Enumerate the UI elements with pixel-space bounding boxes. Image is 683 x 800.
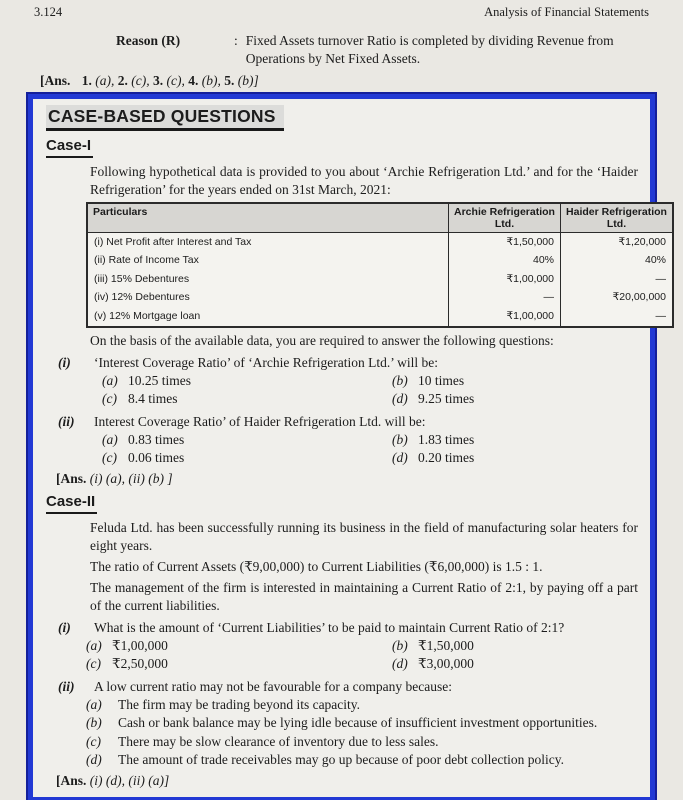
case-1-section	[46, 133, 667, 488]
option-text: The firm may be trading beyond its capacity.	[118, 696, 361, 712]
question-text: ‘Interest Coverage Ratio’ of ‘Archie Refrigeration Ltd.’ will be:	[94, 354, 438, 370]
archie-value: —	[449, 289, 561, 308]
option-label: (b)	[86, 715, 102, 730]
reason-text: Fixed Assets turnover Ratio is completed by dividing Revenue from Operations by Net Fixed Assets.	[245, 33, 614, 66]
option-d	[392, 449, 617, 468]
answer-item-number: 1.	[81, 73, 92, 88]
table-header-row	[87, 203, 673, 233]
case-2-question-1	[58, 619, 637, 637]
haider-value: 40%	[561, 252, 674, 271]
table-row	[87, 233, 673, 252]
option-a	[102, 372, 392, 391]
column-header-haider: Haider Refrigeration Ltd.	[561, 203, 674, 233]
option-text: There may be slow clearance of inventory due to less sales.	[118, 733, 439, 749]
row-label: (ii) Rate of Income Tax	[94, 254, 199, 266]
case-2-section	[46, 489, 637, 790]
option-a	[102, 431, 392, 450]
case-2-answer	[56, 772, 637, 790]
option-label: (c)	[102, 450, 117, 465]
option-text: ₹2,50,000	[112, 656, 168, 671]
answer-value: (i) (d), (ii) (a)]	[89, 772, 170, 788]
option-label: (a)	[86, 696, 102, 712]
case-2-paragraph-3: The management of the firm is interested in maintaining a Current Ratio of 2:1, by paying off a part of the current liabilities.	[90, 579, 638, 613]
option-text: ₹1,50,000	[418, 637, 474, 653]
question-number: (i)	[58, 619, 71, 635]
option-text: 0.83 times	[128, 431, 185, 447]
option-label: (d)	[392, 450, 408, 465]
answer-item-letter: (a),	[95, 73, 115, 88]
row-label: (iv) 12% Debentures	[94, 291, 190, 303]
case-1-intro: Following hypothetical data is provided to you about ‘Archie Refrigeration Ltd.’ and for the ‘Haider Refrigeration’ for the years ended on 31st March, 2021:	[90, 164, 638, 197]
option-b	[392, 372, 617, 391]
case-2-paragraph-1: Feluda Ltd. has been successfully running its business in the field of manufacturing solar heaters for eight years.	[90, 519, 638, 553]
case-1-question-1	[58, 354, 637, 372]
option-d	[392, 655, 601, 674]
option-label: (b)	[392, 637, 408, 653]
section-title: CASE-BASED QUESTIONS	[46, 105, 284, 131]
option-text: Cash or bank balance may be lying idle because of insufficient investment opportunities.	[118, 715, 598, 730]
case-1-data-table	[86, 202, 674, 328]
case-1-instruction: On the basis of the available data, you are required to answer the following questions:	[90, 332, 554, 348]
table-row	[87, 252, 673, 271]
option-label: (a)	[86, 637, 102, 653]
answer-item-letter: (c),	[131, 73, 150, 88]
case-based-questions-box	[28, 94, 667, 800]
answer-line-top	[40, 72, 649, 90]
case-1-question-2-options	[102, 431, 617, 468]
option-b	[392, 431, 617, 450]
archie-value: ₹1,00,000	[449, 307, 561, 327]
option-a	[86, 696, 638, 715]
case-2-heading: Case-II	[46, 493, 97, 514]
row-label: (iii) 15% Debentures	[94, 272, 190, 285]
question-text: What is the amount of ‘Current Liabilities’ to be paid to maintain Current Ratio of 2:1?	[94, 619, 565, 635]
option-label: (a)	[102, 431, 118, 447]
option-text: ₹1,00,000	[112, 637, 168, 653]
option-text: 10.25 times	[128, 372, 191, 388]
archie-value: ₹1,50,000	[449, 233, 561, 252]
haider-value: ₹1,20,000	[561, 233, 674, 252]
answer-item-letter: (b)]	[237, 73, 259, 88]
option-label: (a)	[102, 372, 118, 388]
question-number: (ii)	[58, 413, 75, 429]
option-label: (c)	[86, 733, 101, 749]
case-1-heading: Case-I	[46, 137, 93, 158]
haider-value: —	[561, 307, 674, 327]
option-text: 0.06 times	[128, 450, 185, 465]
case-2-question-2-options	[86, 696, 638, 770]
haider-value: ₹20,00,000	[561, 289, 674, 308]
reason-colon: :	[234, 33, 238, 48]
option-c	[86, 733, 638, 752]
answer-item-number: 3.	[153, 73, 164, 88]
option-text: 9.25 times	[418, 391, 475, 406]
option-text: 8.4 times	[128, 391, 178, 406]
question-number: (i)	[58, 354, 71, 370]
case-2-question-1-options	[86, 637, 601, 674]
option-c	[102, 390, 392, 409]
row-label: (i) Net Profit after Interest and Tax	[94, 235, 252, 248]
answer-value: (i) (a), (ii) (b) ]	[89, 470, 173, 486]
question-text: A low current ratio may not be favourable for a company because:	[94, 678, 452, 694]
question-text: Interest Coverage Ratio’ of Haider Refrigeration Ltd. will be:	[94, 413, 426, 429]
option-a	[86, 637, 392, 656]
table-row	[87, 289, 673, 308]
option-d	[392, 390, 617, 409]
reason-label: Reason (R)	[116, 33, 181, 48]
answer-item-letter: (b),	[201, 73, 221, 88]
haider-value: —	[561, 270, 674, 289]
answer-item-number: 2.	[117, 73, 128, 88]
option-label: (b)	[392, 431, 408, 447]
question-number: (ii)	[58, 678, 75, 694]
case-2-paragraph-2: The ratio of Current Assets (₹9,00,000) to Current Liabilities (₹6,00,000) is 1.5 : 1.	[90, 558, 543, 574]
column-header-archie: Archie Refrigeration Ltd.	[449, 203, 561, 233]
case-1-question-2	[58, 413, 637, 431]
option-label: (c)	[102, 391, 117, 406]
option-label: (d)	[86, 752, 102, 767]
option-label: (c)	[86, 656, 101, 671]
option-text: ₹3,00,000	[418, 656, 474, 671]
option-text: The amount of trade receivables may go up because of poor debt collection policy.	[118, 752, 564, 767]
running-header	[34, 5, 649, 20]
option-label: (d)	[392, 391, 408, 406]
option-label: (b)	[392, 372, 408, 388]
option-text: 10 times	[418, 372, 465, 388]
page-top-area	[0, 0, 683, 90]
answer-prefix: [Ans.	[40, 73, 71, 88]
option-label: (d)	[392, 656, 408, 671]
table-row	[87, 307, 673, 327]
case-2-question-2	[58, 678, 637, 696]
table-row	[87, 270, 673, 289]
row-label: (v) 12% Mortgage loan	[94, 309, 201, 322]
chapter-title: Analysis of Financial Statements	[484, 5, 649, 19]
page-number: 3.124	[34, 5, 63, 19]
archie-value: 40%	[449, 252, 561, 271]
answer-item-number: 4.	[188, 73, 199, 88]
reason-block	[116, 32, 649, 68]
option-c	[86, 655, 392, 674]
option-text: 1.83 times	[418, 431, 475, 447]
column-header-particulars: Particulars	[87, 203, 449, 233]
answer-item-letter: (c),	[166, 73, 185, 88]
archie-value: ₹1,00,000	[449, 270, 561, 289]
option-c	[102, 449, 392, 468]
option-text: 0.20 times	[418, 450, 475, 465]
option-b	[86, 714, 638, 733]
case-1-question-1-options	[102, 372, 617, 409]
case-1-answer	[56, 470, 637, 488]
answer-prefix: [Ans.	[56, 470, 87, 486]
option-b	[392, 637, 601, 656]
answer-item-number: 5.	[224, 73, 235, 88]
option-d	[86, 751, 638, 770]
answer-prefix: [Ans.	[56, 772, 87, 788]
